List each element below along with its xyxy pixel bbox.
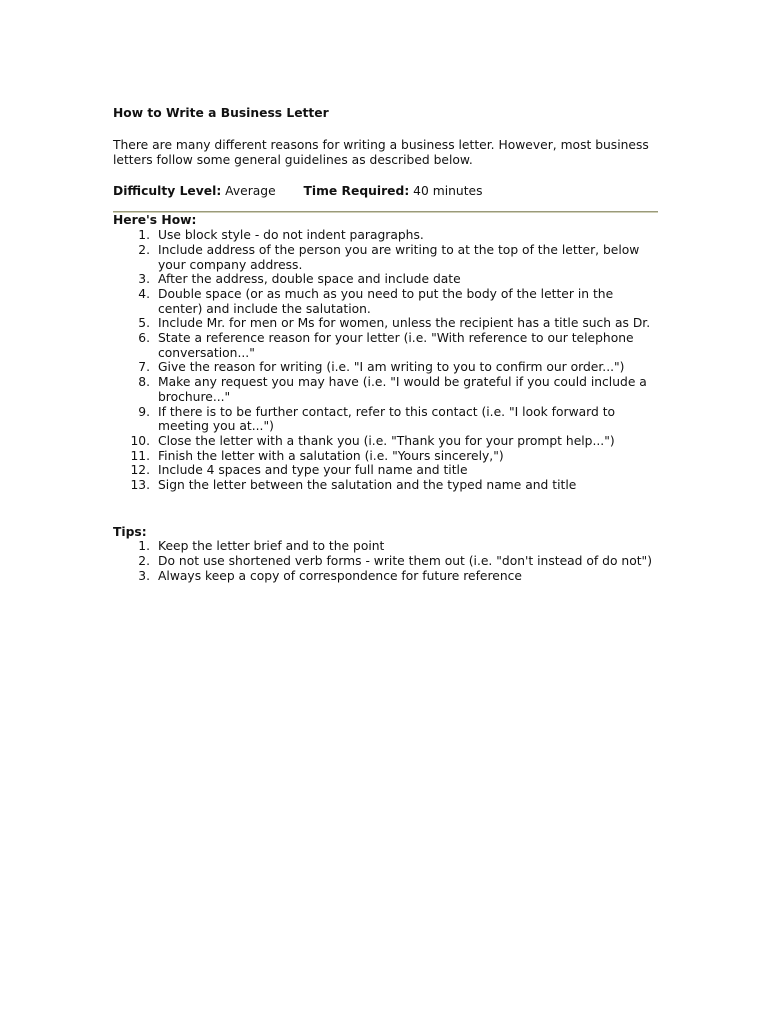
meta-line <box>113 184 658 200</box>
list-item <box>113 360 658 375</box>
list-item-number: 4. <box>138 286 150 301</box>
list-item-text: After the address, double space and include date <box>158 272 461 287</box>
intro-paragraph: There are many different reasons for writing a business letter. However, most business letters follow some general guidelines as described below. <box>113 138 649 167</box>
list-item <box>113 539 658 554</box>
list-item-text: Use block style - do not indent paragraphs. <box>158 228 424 243</box>
list-item <box>113 331 658 360</box>
list-item-number: 6. <box>138 331 150 346</box>
list-item <box>113 316 658 331</box>
list-item-number: 2. <box>138 242 150 257</box>
list-item-number: 12. <box>130 463 150 478</box>
list-item-text: Keep the letter brief and to the point <box>158 539 385 554</box>
list-item-number: 13. <box>130 478 150 493</box>
difficulty-label: Difficulty Level: <box>113 184 222 199</box>
time-value: 40 minutes <box>413 184 483 199</box>
list-item <box>113 463 658 478</box>
time-label: Time Required: <box>303 184 410 199</box>
list-item-number: 1. <box>138 539 150 554</box>
document-page <box>113 106 658 584</box>
difficulty-value: Average <box>225 184 276 199</box>
tips-heading: Tips: <box>113 524 147 539</box>
list-item-text: Include 4 spaces and type your full name and title <box>158 463 468 478</box>
list-item-text: Close the letter with a thank you (i.e. "Thank you for your prompt help...") <box>158 433 615 448</box>
list-item-text: Make any request you may have (i.e. "I would be grateful if you could include a brochure..." <box>158 375 647 404</box>
list-item <box>113 405 658 434</box>
list-item <box>113 478 658 493</box>
page-title: How to Write a Business Letter <box>113 106 329 120</box>
list-item-number: 7. <box>138 360 150 375</box>
list-item-number: 3. <box>138 568 150 583</box>
list-item <box>113 434 658 449</box>
list-item-text: Double space (or as much as you need to put the body of the letter in the center) and include the salutation. <box>158 286 614 316</box>
list-item-text: State a reference reason for your letter (i.e. "With reference to our telephone conversation..." <box>158 331 634 360</box>
steps-heading: Here's How: <box>113 213 197 228</box>
list-item <box>113 569 658 584</box>
list-item <box>113 228 658 243</box>
list-item-number: 11. <box>130 448 150 463</box>
list-item <box>113 243 658 272</box>
steps-list <box>113 228 658 493</box>
list-item-text: Finish the letter with a salutation (i.e. "Yours sincerely,") <box>158 448 504 463</box>
list-item <box>113 287 658 316</box>
list-item <box>113 449 658 464</box>
list-item-text: Sign the letter between the salutation and the typed name and title <box>158 478 577 493</box>
list-item-text: Include Mr. for men or Ms for women, unless the recipient has a title such as Dr. <box>158 316 651 331</box>
list-item <box>113 375 658 404</box>
list-item-text: If there is to be further contact, refer to this contact (i.e. "I look forward to meeting you at...") <box>158 404 616 434</box>
list-item-number: 3. <box>138 272 150 287</box>
list-item <box>113 272 658 287</box>
list-item-text: Do not use shortened verb forms - write them out (i.e. "don't instead of do not") <box>158 554 652 569</box>
list-item-number: 9. <box>138 404 150 419</box>
list-item-number: 2. <box>138 554 150 569</box>
list-item-number: 8. <box>138 375 150 390</box>
list-item-number: 1. <box>138 228 150 243</box>
list-item-number: 5. <box>138 316 150 331</box>
list-item-number: 10. <box>130 433 150 448</box>
tips-list <box>113 539 658 583</box>
list-item-text: Always keep a copy of correspondence for future reference <box>158 568 522 583</box>
list-item <box>113 554 658 569</box>
list-item-text: Include address of the person you are writing to at the top of the letter, below your company address. <box>158 242 640 272</box>
list-item-text: Give the reason for writing (i.e. "I am writing to you to confirm our order...") <box>158 360 625 375</box>
